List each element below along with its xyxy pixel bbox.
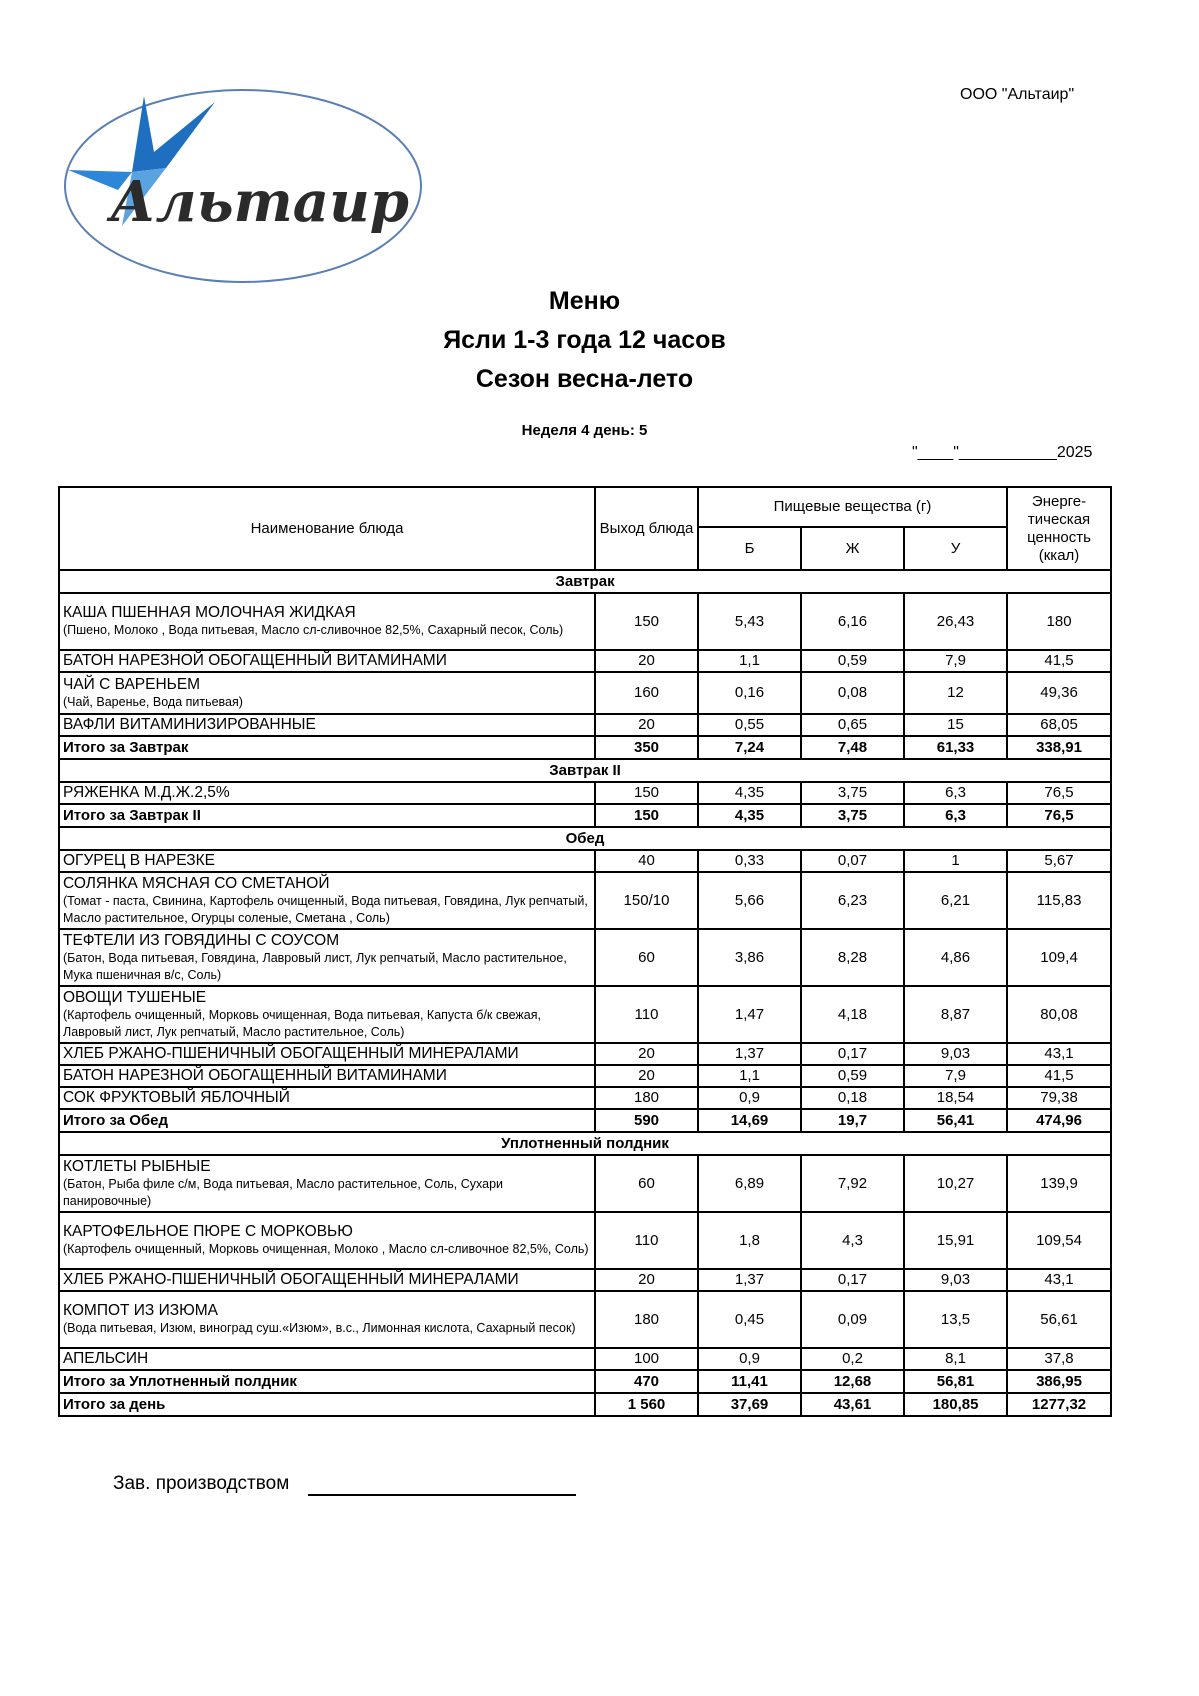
proteins-cell: 0,16	[698, 672, 801, 714]
dish-ingredients: (Томат - паста, Свинина, Картофель очищенный, Вода питьевая, Говядина, Лук репчатый, Масло растительное, Огурцы соленые, Сметана , Соль)	[63, 893, 588, 925]
proteins-cell: 37,69	[698, 1393, 801, 1416]
section-title: Завтрак II	[59, 759, 1111, 782]
header-yield: Выход блюда	[595, 487, 698, 570]
dish-row	[59, 1043, 1111, 1065]
proteins-cell: 1,47	[698, 986, 801, 1043]
dish-cell	[59, 1348, 595, 1370]
header-energy: Энерге-тическая ценность (ккал)	[1007, 487, 1111, 570]
carbs-cell: 4,86	[904, 929, 1007, 986]
energy-cell: 41,5	[1007, 1065, 1111, 1087]
dish-ingredients: (Батон, Вода питьевая, Говядина, Лавровый лист, Лук репчатый, Масло растительное, Мука пшеничная в/с, Соль)	[63, 950, 567, 982]
energy-cell: 338,91	[1007, 736, 1111, 759]
carbs-cell: 12	[904, 672, 1007, 714]
proteins-cell: 4,35	[698, 782, 801, 804]
fats-cell: 12,68	[801, 1370, 904, 1393]
yield-cell: 60	[595, 929, 698, 986]
energy-cell: 386,95	[1007, 1370, 1111, 1393]
yield-cell: 180	[595, 1087, 698, 1109]
carbs-cell: 10,27	[904, 1155, 1007, 1212]
proteins-cell: 6,89	[698, 1155, 801, 1212]
total-label: Итого за Обед	[59, 1109, 595, 1132]
dish-cell	[59, 1043, 595, 1065]
yield-cell: 20	[595, 1043, 698, 1065]
energy-cell: 41,5	[1007, 650, 1111, 672]
fats-cell: 8,28	[801, 929, 904, 986]
logo-text: Альтаир	[110, 169, 409, 235]
yield-cell: 1 560	[595, 1393, 698, 1416]
section-header-row	[59, 827, 1111, 850]
total-row	[59, 1393, 1111, 1416]
dish-name: ХЛЕБ РЖАНО-ПШЕНИЧНЫЙ ОБОГАЩЕННЫЙ МИНЕРАЛАМИ	[63, 1271, 519, 1288]
carbs-cell: 6,3	[904, 782, 1007, 804]
proteins-cell: 1,1	[698, 650, 801, 672]
dish-row	[59, 672, 1111, 714]
proteins-cell: 0,33	[698, 850, 801, 872]
menu-table	[58, 486, 1112, 1417]
energy-cell: 79,38	[1007, 1087, 1111, 1109]
yield-cell: 40	[595, 850, 698, 872]
dish-name: КАША ПШЕННАЯ МОЛОЧНАЯ ЖИДКАЯ	[63, 604, 356, 621]
proteins-cell: 1,37	[698, 1043, 801, 1065]
energy-cell: 56,61	[1007, 1291, 1111, 1348]
fats-cell: 19,7	[801, 1109, 904, 1132]
carbs-cell: 6,21	[904, 872, 1007, 929]
fats-cell: 0,2	[801, 1348, 904, 1370]
yield-cell: 150/10	[595, 872, 698, 929]
fats-cell: 0,07	[801, 850, 904, 872]
proteins-cell: 4,35	[698, 804, 801, 827]
total-label: Итого за день	[59, 1393, 595, 1416]
fats-cell: 0,09	[801, 1291, 904, 1348]
yield-cell: 60	[595, 1155, 698, 1212]
dish-name: КОТЛЕТЫ РЫБНЫЕ	[63, 1157, 211, 1175]
fats-cell: 4,3	[801, 1212, 904, 1269]
energy-cell: 43,1	[1007, 1043, 1111, 1065]
energy-cell: 76,5	[1007, 782, 1111, 804]
header-proteins: Б	[698, 527, 801, 570]
dish-row	[59, 872, 1111, 929]
dish-cell	[59, 1269, 595, 1291]
dish-name: СОЛЯНКА МЯСНАЯ СО СМЕТАНОЙ	[63, 874, 330, 892]
section-header-row	[59, 570, 1111, 593]
fats-cell: 0,17	[801, 1269, 904, 1291]
section-title: Завтрак	[59, 570, 1111, 593]
fats-cell: 7,92	[801, 1155, 904, 1212]
proteins-cell: 5,43	[698, 593, 801, 650]
energy-cell: 49,36	[1007, 672, 1111, 714]
dish-row	[59, 1269, 1111, 1291]
dish-cell	[59, 1155, 595, 1212]
dish-name: АПЕЛЬСИН	[63, 1350, 149, 1367]
carbs-cell: 7,9	[904, 650, 1007, 672]
dish-name: ОГУРЕЦ В НАРЕЗКЕ	[63, 852, 215, 869]
dish-row	[59, 714, 1111, 736]
dish-cell	[59, 782, 595, 804]
yield-cell: 470	[595, 1370, 698, 1393]
dish-name: ОВОЩИ ТУШЕНЫЕ	[63, 988, 207, 1006]
carbs-cell: 9,03	[904, 1043, 1007, 1065]
dish-name: КОМПОТ ИЗ ИЗЮМА	[63, 1302, 219, 1319]
proteins-cell: 1,8	[698, 1212, 801, 1269]
energy-cell: 37,8	[1007, 1348, 1111, 1370]
fats-cell: 0,59	[801, 1065, 904, 1087]
title-line-2: Ясли 1-3 года 12 часов	[443, 326, 726, 354]
proteins-cell: 5,66	[698, 872, 801, 929]
fats-cell: 6,23	[801, 872, 904, 929]
energy-cell: 109,4	[1007, 929, 1111, 986]
dish-name: БАТОН НАРЕЗНОЙ ОБОГАЩЕННЫЙ ВИТАМИНАМИ	[63, 1067, 447, 1084]
carbs-cell: 180,85	[904, 1393, 1007, 1416]
title-line-1: Меню	[548, 287, 621, 315]
dish-row	[59, 1291, 1111, 1348]
energy-cell: 68,05	[1007, 714, 1111, 736]
carbs-cell: 8,1	[904, 1348, 1007, 1370]
fats-cell: 3,75	[801, 782, 904, 804]
yield-cell: 100	[595, 1348, 698, 1370]
carbs-cell: 61,33	[904, 736, 1007, 759]
dish-ingredients: (Вода питьевая, Изюм, виноград суш.«Изюм», в.с., Лимонная кислота, Сахарный песок)	[63, 1321, 576, 1335]
yield-cell: 160	[595, 672, 698, 714]
header-nutrients: Пищевые вещества (г)	[698, 487, 1007, 527]
header-fats: Ж	[801, 527, 904, 570]
carbs-cell: 8,87	[904, 986, 1007, 1043]
energy-cell: 180	[1007, 593, 1111, 650]
energy-cell: 1277,32	[1007, 1393, 1111, 1416]
dish-row	[59, 1212, 1111, 1269]
fats-cell: 3,75	[801, 804, 904, 827]
carbs-cell: 56,81	[904, 1370, 1007, 1393]
signature-line	[308, 1494, 576, 1496]
dish-name: БАТОН НАРЕЗНОЙ ОБОГАЩЕННЫЙ ВИТАМИНАМИ	[63, 652, 447, 669]
dish-cell	[59, 1087, 595, 1109]
dish-name: КАРТОФЕЛЬНОЕ ПЮРЕ С МОРКОВЬЮ	[63, 1223, 353, 1240]
dish-cell	[59, 672, 595, 714]
dish-ingredients: (Картофель очищенный, Морковь очищенная, Вода питьевая, Капуста б/к свежая, Лавровый лист, Лук репчатый, Масло растительное, Соль)	[63, 1007, 541, 1039]
dish-ingredients: (Пшено, Молоко , Вода питьевая, Масло сл-сливочное 82,5%, Сахарный песок, Соль)	[63, 623, 564, 637]
dish-cell	[59, 872, 595, 929]
carbs-cell: 26,43	[904, 593, 1007, 650]
carbs-cell: 15	[904, 714, 1007, 736]
dish-ingredients: (Батон, Рыба филе с/м, Вода питьевая, Масло растительное, Соль, Сухари панировочные)	[63, 1176, 504, 1208]
dish-name: СОК ФРУКТОВЫЙ ЯБЛОЧНЫЙ	[63, 1089, 290, 1106]
dish-cell	[59, 650, 595, 672]
section-title: Обед	[59, 827, 1111, 850]
dish-row	[59, 929, 1111, 986]
dish-cell	[59, 986, 595, 1043]
dish-cell	[59, 850, 595, 872]
proteins-cell: 14,69	[698, 1109, 801, 1132]
total-row	[59, 1109, 1111, 1132]
altair-logo	[62, 86, 424, 286]
dish-name: ХЛЕБ РЖАНО-ПШЕНИЧНЫЙ ОБОГАЩЕННЫЙ МИНЕРАЛАМИ	[63, 1045, 519, 1062]
fats-cell: 0,17	[801, 1043, 904, 1065]
dish-cell	[59, 1291, 595, 1348]
dish-row	[59, 986, 1111, 1043]
yield-cell: 150	[595, 804, 698, 827]
dish-name: РЯЖЕНКА М.Д.Ж.2,5%	[63, 784, 230, 801]
header-dish-name: Наименование блюда	[59, 487, 595, 570]
carbs-cell: 56,41	[904, 1109, 1007, 1132]
fats-cell: 7,48	[801, 736, 904, 759]
proteins-cell: 0,55	[698, 714, 801, 736]
energy-cell: 115,83	[1007, 872, 1111, 929]
total-row	[59, 736, 1111, 759]
section-header-row	[59, 1132, 1111, 1155]
total-label: Итого за Завтрак	[59, 736, 595, 759]
yield-cell: 590	[595, 1109, 698, 1132]
fats-cell: 0,08	[801, 672, 904, 714]
carbs-cell: 15,91	[904, 1212, 1007, 1269]
carbs-cell: 9,03	[904, 1269, 1007, 1291]
proteins-cell: 1,1	[698, 1065, 801, 1087]
dish-row	[59, 593, 1111, 650]
energy-cell: 43,1	[1007, 1269, 1111, 1291]
yield-cell: 180	[595, 1291, 698, 1348]
dish-row	[59, 1087, 1111, 1109]
yield-cell: 150	[595, 593, 698, 650]
carbs-cell: 6,3	[904, 804, 1007, 827]
energy-cell: 474,96	[1007, 1109, 1111, 1132]
title-line-3: Сезон весна-лето	[475, 365, 694, 393]
carbs-cell: 7,9	[904, 1065, 1007, 1087]
carbs-cell: 13,5	[904, 1291, 1007, 1348]
date-line: "____"___________2025	[912, 444, 1093, 461]
dish-row	[59, 782, 1111, 804]
energy-cell: 80,08	[1007, 986, 1111, 1043]
dish-row	[59, 850, 1111, 872]
dish-row	[59, 1065, 1111, 1087]
total-row	[59, 1370, 1111, 1393]
signature-label: Зав. производством	[113, 1473, 290, 1494]
fats-cell: 0,65	[801, 714, 904, 736]
dish-cell	[59, 1212, 595, 1269]
organization-name: ООО "Альтаир"	[960, 86, 1075, 103]
proteins-cell: 11,41	[698, 1370, 801, 1393]
fats-cell: 0,18	[801, 1087, 904, 1109]
yield-cell: 150	[595, 782, 698, 804]
yield-cell: 20	[595, 1065, 698, 1087]
total-label: Итого за Завтрак II	[59, 804, 595, 827]
proteins-cell: 0,9	[698, 1087, 801, 1109]
energy-cell: 76,5	[1007, 804, 1111, 827]
dish-name: ЧАЙ С ВАРЕНЬЕМ	[63, 675, 201, 693]
dish-row	[59, 650, 1111, 672]
yield-cell: 20	[595, 650, 698, 672]
proteins-cell: 0,45	[698, 1291, 801, 1348]
proteins-cell: 0,9	[698, 1348, 801, 1370]
yield-cell: 110	[595, 986, 698, 1043]
dish-cell	[59, 1065, 595, 1087]
section-header-row	[59, 759, 1111, 782]
dish-ingredients: (Картофель очищенный, Морковь очищенная, Молоко , Масло сл-сливочное 82,5%, Соль)	[63, 1242, 589, 1256]
header-carbs: У	[904, 527, 1007, 570]
dish-cell	[59, 593, 595, 650]
yield-cell: 350	[595, 736, 698, 759]
carbs-cell: 1	[904, 850, 1007, 872]
proteins-cell: 7,24	[698, 736, 801, 759]
yield-cell: 20	[595, 714, 698, 736]
energy-cell: 109,54	[1007, 1212, 1111, 1269]
dish-row	[59, 1348, 1111, 1370]
fats-cell: 4,18	[801, 986, 904, 1043]
carbs-cell: 18,54	[904, 1087, 1007, 1109]
proteins-cell: 1,37	[698, 1269, 801, 1291]
fats-cell: 0,59	[801, 650, 904, 672]
week-day-label: Неделя 4 день: 5	[521, 422, 648, 439]
menu-table-body	[59, 570, 1111, 1416]
total-label: Итого за Уплотненный полдник	[59, 1370, 595, 1393]
dish-cell	[59, 929, 595, 986]
yield-cell: 110	[595, 1212, 698, 1269]
energy-cell: 139,9	[1007, 1155, 1111, 1212]
energy-cell: 5,67	[1007, 850, 1111, 872]
proteins-cell: 3,86	[698, 929, 801, 986]
dish-cell	[59, 714, 595, 736]
dish-row	[59, 1155, 1111, 1212]
dish-ingredients: (Чай, Варенье, Вода питьевая)	[63, 694, 243, 709]
fats-cell: 6,16	[801, 593, 904, 650]
dish-name: ТЕФТЕЛИ ИЗ ГОВЯДИНЫ С СОУСОМ	[63, 931, 340, 949]
total-row	[59, 804, 1111, 827]
fats-cell: 43,61	[801, 1393, 904, 1416]
yield-cell: 20	[595, 1269, 698, 1291]
dish-name: ВАФЛИ ВИТАМИНИЗИРОВАННЫЕ	[63, 716, 316, 733]
section-title: Уплотненный полдник	[59, 1132, 1111, 1155]
